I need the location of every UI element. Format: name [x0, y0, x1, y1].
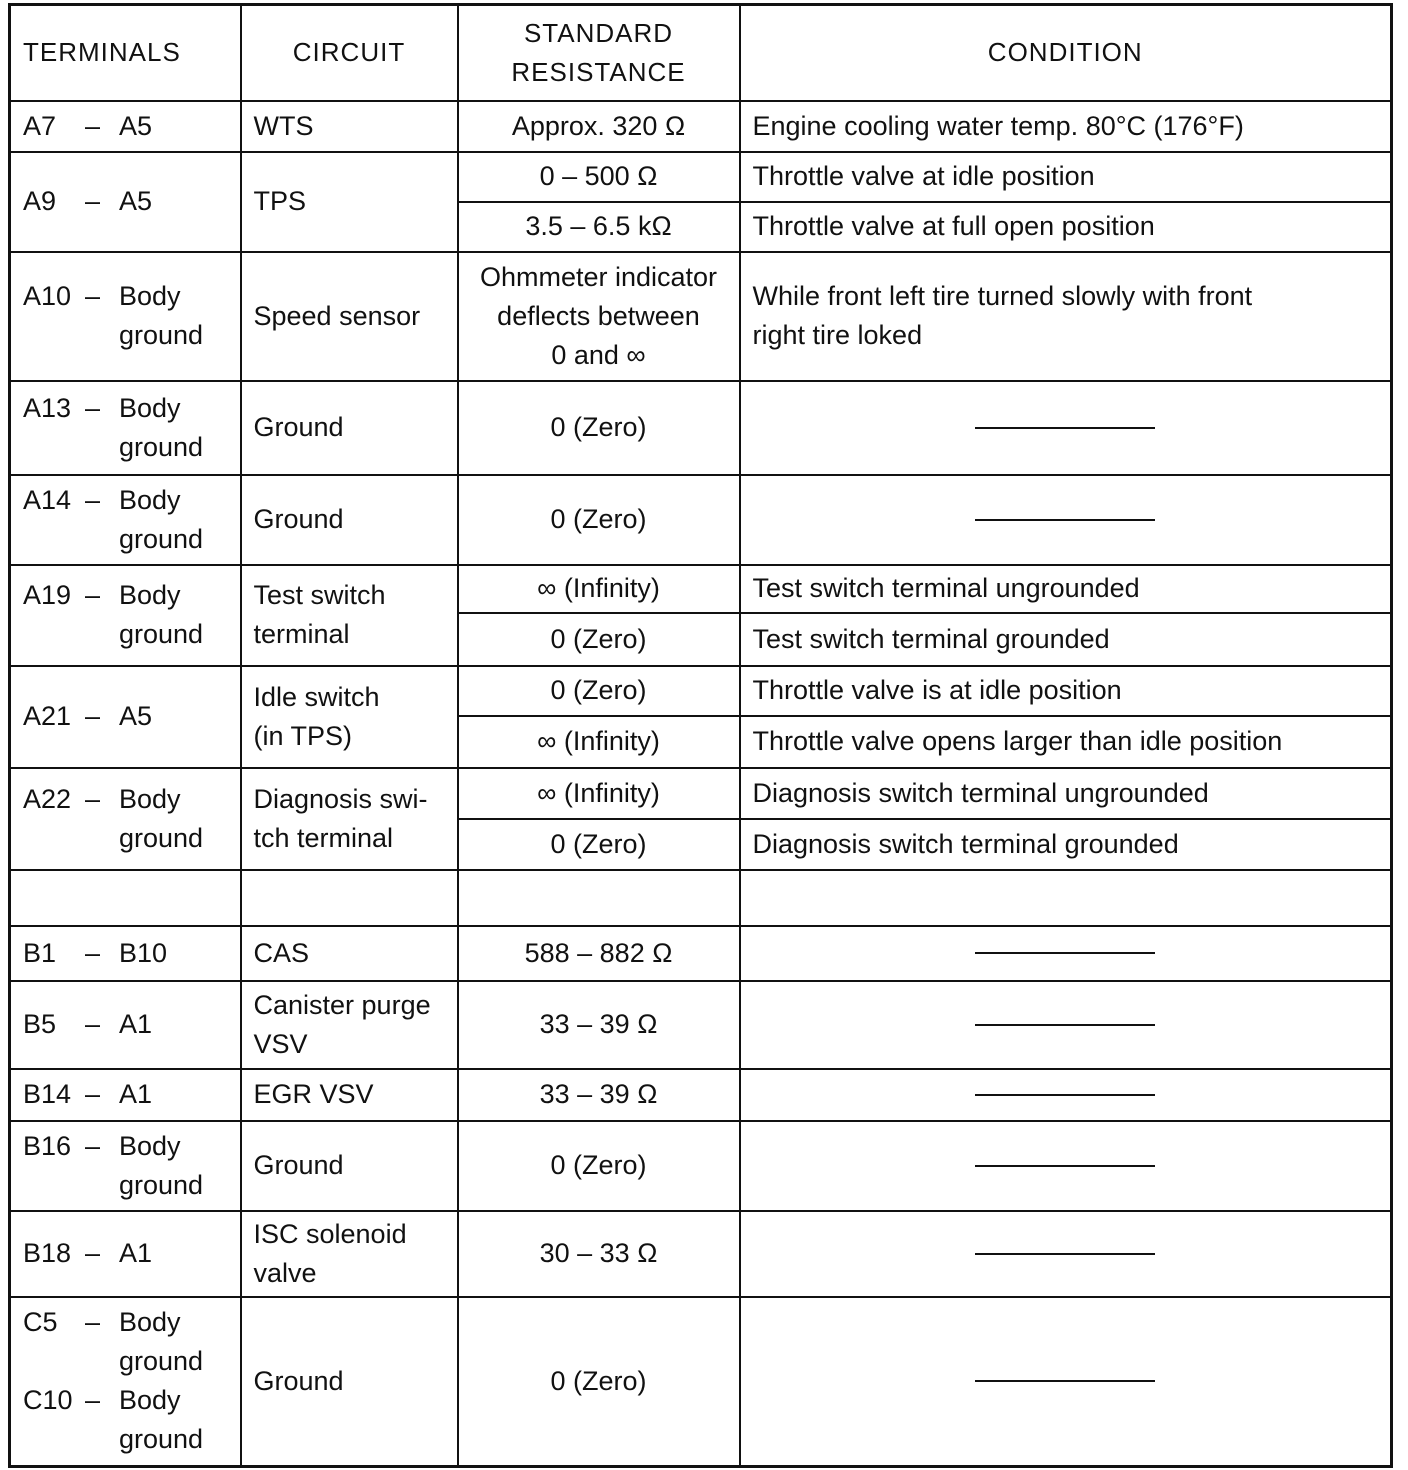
resistance-cell: 588 – 882 Ω [458, 926, 740, 981]
terminals-cell: B18 – A1 [10, 1211, 241, 1297]
resistance-cell: 33 – 39 Ω [458, 1069, 740, 1121]
resistance-cell: 0 – 500 Ω [458, 152, 740, 202]
circuit-cell: TPS [241, 152, 458, 252]
condition-cell [740, 381, 1392, 475]
table-row [10, 926, 1392, 981]
table-row [10, 1069, 1392, 1121]
terminals-cell: B16 – Body ground [10, 1121, 241, 1211]
condition-cell: Test switch terminal grounded [740, 613, 1392, 666]
terminals-cell: A14 – Body ground [10, 475, 241, 565]
terminals-cell: A7 – A5 [10, 101, 241, 152]
table-row [10, 981, 1392, 1069]
terminals-cell: B5 – A1 [10, 981, 241, 1069]
table-row [10, 565, 1392, 613]
resistance-spec-table [8, 3, 1393, 1468]
header-condition: CONDITION [740, 5, 1392, 101]
circuit-cell: Ground [241, 475, 458, 565]
condition-cell: Diagnosis switch terminal ungrounded [740, 768, 1392, 819]
resistance-cell: 0 (Zero) [458, 475, 740, 565]
terminals-cell: A19 – Body ground [10, 565, 241, 666]
table-row [10, 101, 1392, 152]
condition-cell [740, 926, 1392, 981]
condition-cell [740, 1121, 1392, 1211]
circuit-cell: EGR VSV [241, 1069, 458, 1121]
resistance-cell: Approx. 320 Ω [458, 101, 740, 152]
condition-cell: Diagnosis switch terminal grounded [740, 819, 1392, 870]
table-row [10, 1121, 1392, 1211]
resistance-cell: 33 – 39 Ω [458, 981, 740, 1069]
table-row [10, 475, 1392, 565]
resistance-cell: 0 (Zero) [458, 613, 740, 666]
resistance-cell: 0 (Zero) [458, 381, 740, 475]
header-row [10, 5, 1392, 101]
resistance-cell: 0 (Zero) [458, 1121, 740, 1211]
condition-cell: Throttle valve at full open position [740, 202, 1392, 252]
resistance-cell: 0 (Zero) [458, 666, 740, 716]
circuit-cell: Ground [241, 1121, 458, 1211]
condition-cell: Test switch terminal ungrounded [740, 565, 1392, 613]
table-row [10, 666, 1392, 716]
not-applicable-line [975, 952, 1155, 954]
condition-cell [740, 1211, 1392, 1297]
not-applicable-line [975, 1253, 1155, 1255]
condition-cell [740, 981, 1392, 1069]
not-applicable-line [975, 519, 1155, 521]
resistance-cell: 30 – 33 Ω [458, 1211, 740, 1297]
terminals-cell: A13 – Body ground [10, 381, 241, 475]
not-applicable-line [975, 1094, 1155, 1096]
circuit-cell: Canister purge VSV [241, 981, 458, 1069]
condition-cell: Throttle valve is at idle position [740, 666, 1392, 716]
table-row [10, 252, 1392, 381]
not-applicable-line [975, 1165, 1155, 1167]
table-row [10, 381, 1392, 475]
condition-cell: Throttle valve at idle position [740, 152, 1392, 202]
terminals-cell: B1 – B10 [10, 926, 241, 981]
not-applicable-line [975, 427, 1155, 429]
terminals-cell: A22 – Body ground [10, 768, 241, 870]
terminals-cell: A10 – Body ground [10, 252, 241, 381]
circuit-cell: Ground [241, 1297, 458, 1467]
circuit-cell: Speed sensor [241, 252, 458, 381]
empty-row [10, 870, 1392, 926]
resistance-cell: 0 (Zero) [458, 819, 740, 870]
resistance-cell: ∞ (Infinity) [458, 716, 740, 768]
terminals-cell: B14 – A1 [10, 1069, 241, 1121]
not-applicable-line [975, 1380, 1155, 1382]
table-row [10, 1297, 1392, 1467]
condition-cell [740, 1297, 1392, 1467]
condition-cell [740, 1069, 1392, 1121]
resistance-cell: 3.5 – 6.5 kΩ [458, 202, 740, 252]
terminals-cell: A9 – A5 [10, 152, 241, 252]
circuit-cell: CAS [241, 926, 458, 981]
circuit-cell: Ground [241, 381, 458, 475]
circuit-cell: WTS [241, 101, 458, 152]
resistance-cell: ∞ (Infinity) [458, 565, 740, 613]
resistance-cell: Ohmmeter indicator deflects between 0 and ∞ [458, 252, 740, 381]
table-row [10, 1211, 1392, 1297]
circuit-cell: ISC solenoid valve [241, 1211, 458, 1297]
header-circuit: CIRCUIT [241, 5, 458, 101]
condition-cell: While front left tire turned slowly with front right tire loked [740, 252, 1392, 381]
circuit-cell: Diagnosis swi- tch terminal [241, 768, 458, 870]
condition-cell: Engine cooling water temp. 80°C (176°F) [740, 101, 1392, 152]
table-row [10, 152, 1392, 202]
not-applicable-line [975, 1024, 1155, 1026]
condition-cell: Throttle valve opens larger than idle position [740, 716, 1392, 768]
resistance-cell: ∞ (Infinity) [458, 768, 740, 819]
circuit-cell: Idle switch (in TPS) [241, 666, 458, 768]
condition-cell [740, 475, 1392, 565]
table-row [10, 768, 1392, 819]
terminals-cell: C5 – Body ground C10 – Body ground [10, 1297, 241, 1467]
terminals-cell: A21 – A5 [10, 666, 241, 768]
resistance-cell: 0 (Zero) [458, 1297, 740, 1467]
circuit-cell: Test switch terminal [241, 565, 458, 666]
header-standard-resistance: STANDARD RESISTANCE [458, 5, 740, 101]
header-terminals: TERMINALS [10, 5, 241, 101]
